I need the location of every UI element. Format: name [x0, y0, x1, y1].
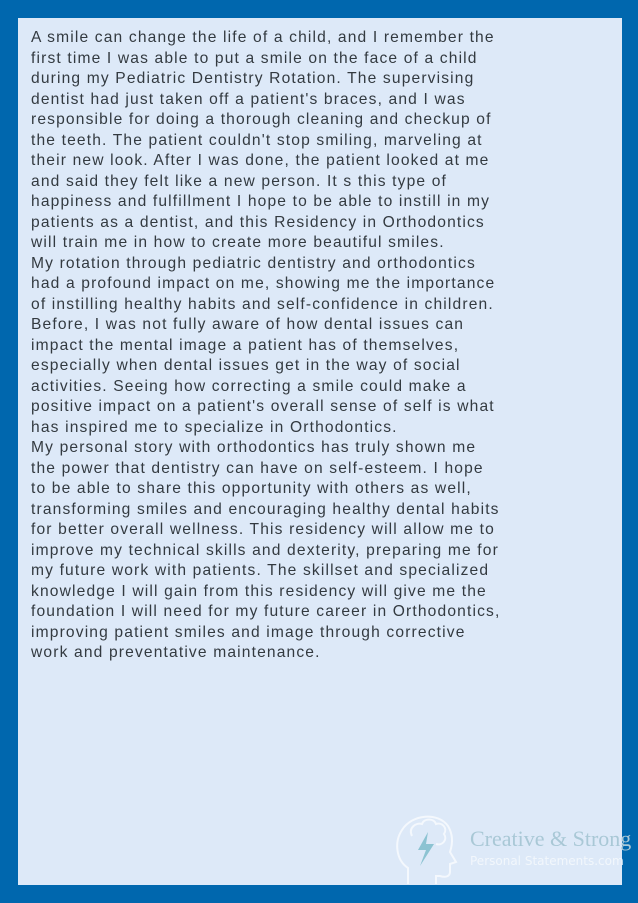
text-line: happiness and fulfillment I hope to be able to instill in my	[31, 193, 491, 210]
text-line: positive impact on a patient's overall sense of self is what	[31, 398, 495, 415]
text-line: to be able to share this opportunity with others as well,	[31, 480, 472, 497]
text-line: and said they felt like a new person. It s this type of	[31, 172, 448, 190]
text-line: my future work with patients. The skillset and specialized	[31, 562, 490, 579]
personal-statement-body	[31, 28, 621, 664]
text-line: especially when dental issues get in the way of social	[31, 357, 461, 374]
text-line: improve my technical skills and dexterity, preparing me for	[31, 541, 499, 559]
text-line: will train me in how to create more beautiful smiles.	[31, 234, 445, 251]
text-line: the power that dentistry can have on self-esteem. I hope	[31, 459, 484, 477]
creative-strong-logo	[390, 806, 632, 886]
text-line: during my Pediatric Dentistry Rotation. The supervising	[31, 70, 475, 87]
document-page	[18, 18, 632, 885]
text-line: My rotation through pediatric dentistry and orthodontics	[31, 254, 476, 272]
text-line: patients as a dentist, and this Residency in Orthodontics	[31, 213, 485, 231]
text-line: foundation I will need for my future career in Orthodontics,	[31, 603, 501, 620]
text-line: responsible for doing a thorough cleaning and checkup of	[31, 111, 492, 128]
text-line: My personal story with orthodontics has truly shown me	[31, 439, 477, 456]
text-line: transforming smiles and encouraging healthy dental habits	[31, 500, 500, 518]
paragraph	[31, 254, 621, 439]
text-line: for better overall wellness. This residency will allow me to	[31, 521, 495, 538]
text-line: knowledge I will gain from this residency will give me the	[31, 582, 487, 600]
text-line: had a profound impact on me, showing me the importance	[31, 275, 496, 292]
text-line: activities. Seeing how correcting a smile could make a	[31, 377, 467, 395]
paragraph	[31, 438, 621, 664]
text-line: of instilling healthy habits and self-confidence in children.	[31, 295, 494, 313]
paragraph	[31, 28, 621, 254]
text-line: A smile can change the life of a child, and I remember the	[31, 29, 495, 46]
text-line: has inspired me to specialize in Orthodontics.	[31, 418, 398, 436]
logo-title: Creative & Strong	[470, 826, 632, 851]
text-line: improving patient smiles and image through corrective	[31, 623, 466, 641]
text-line: dentist had just taken off a patient's braces, and I was	[31, 90, 466, 108]
text-line: work and preventative maintenance.	[31, 644, 321, 661]
text-line: first time I was able to put a smile on the face of a child	[31, 49, 478, 67]
text-line: impact the mental image a patient has of themselves,	[31, 336, 460, 354]
text-line: Before, I was not fully aware of how dental issues can	[31, 316, 465, 333]
text-line: their new look. After I was done, the patient looked at me	[31, 152, 490, 169]
head-brain-icon	[390, 806, 470, 886]
logo-subtitle: Personal Statements.com	[470, 854, 624, 868]
text-line: the teeth. The patient couldn't stop smiling, marveling at	[31, 131, 483, 149]
